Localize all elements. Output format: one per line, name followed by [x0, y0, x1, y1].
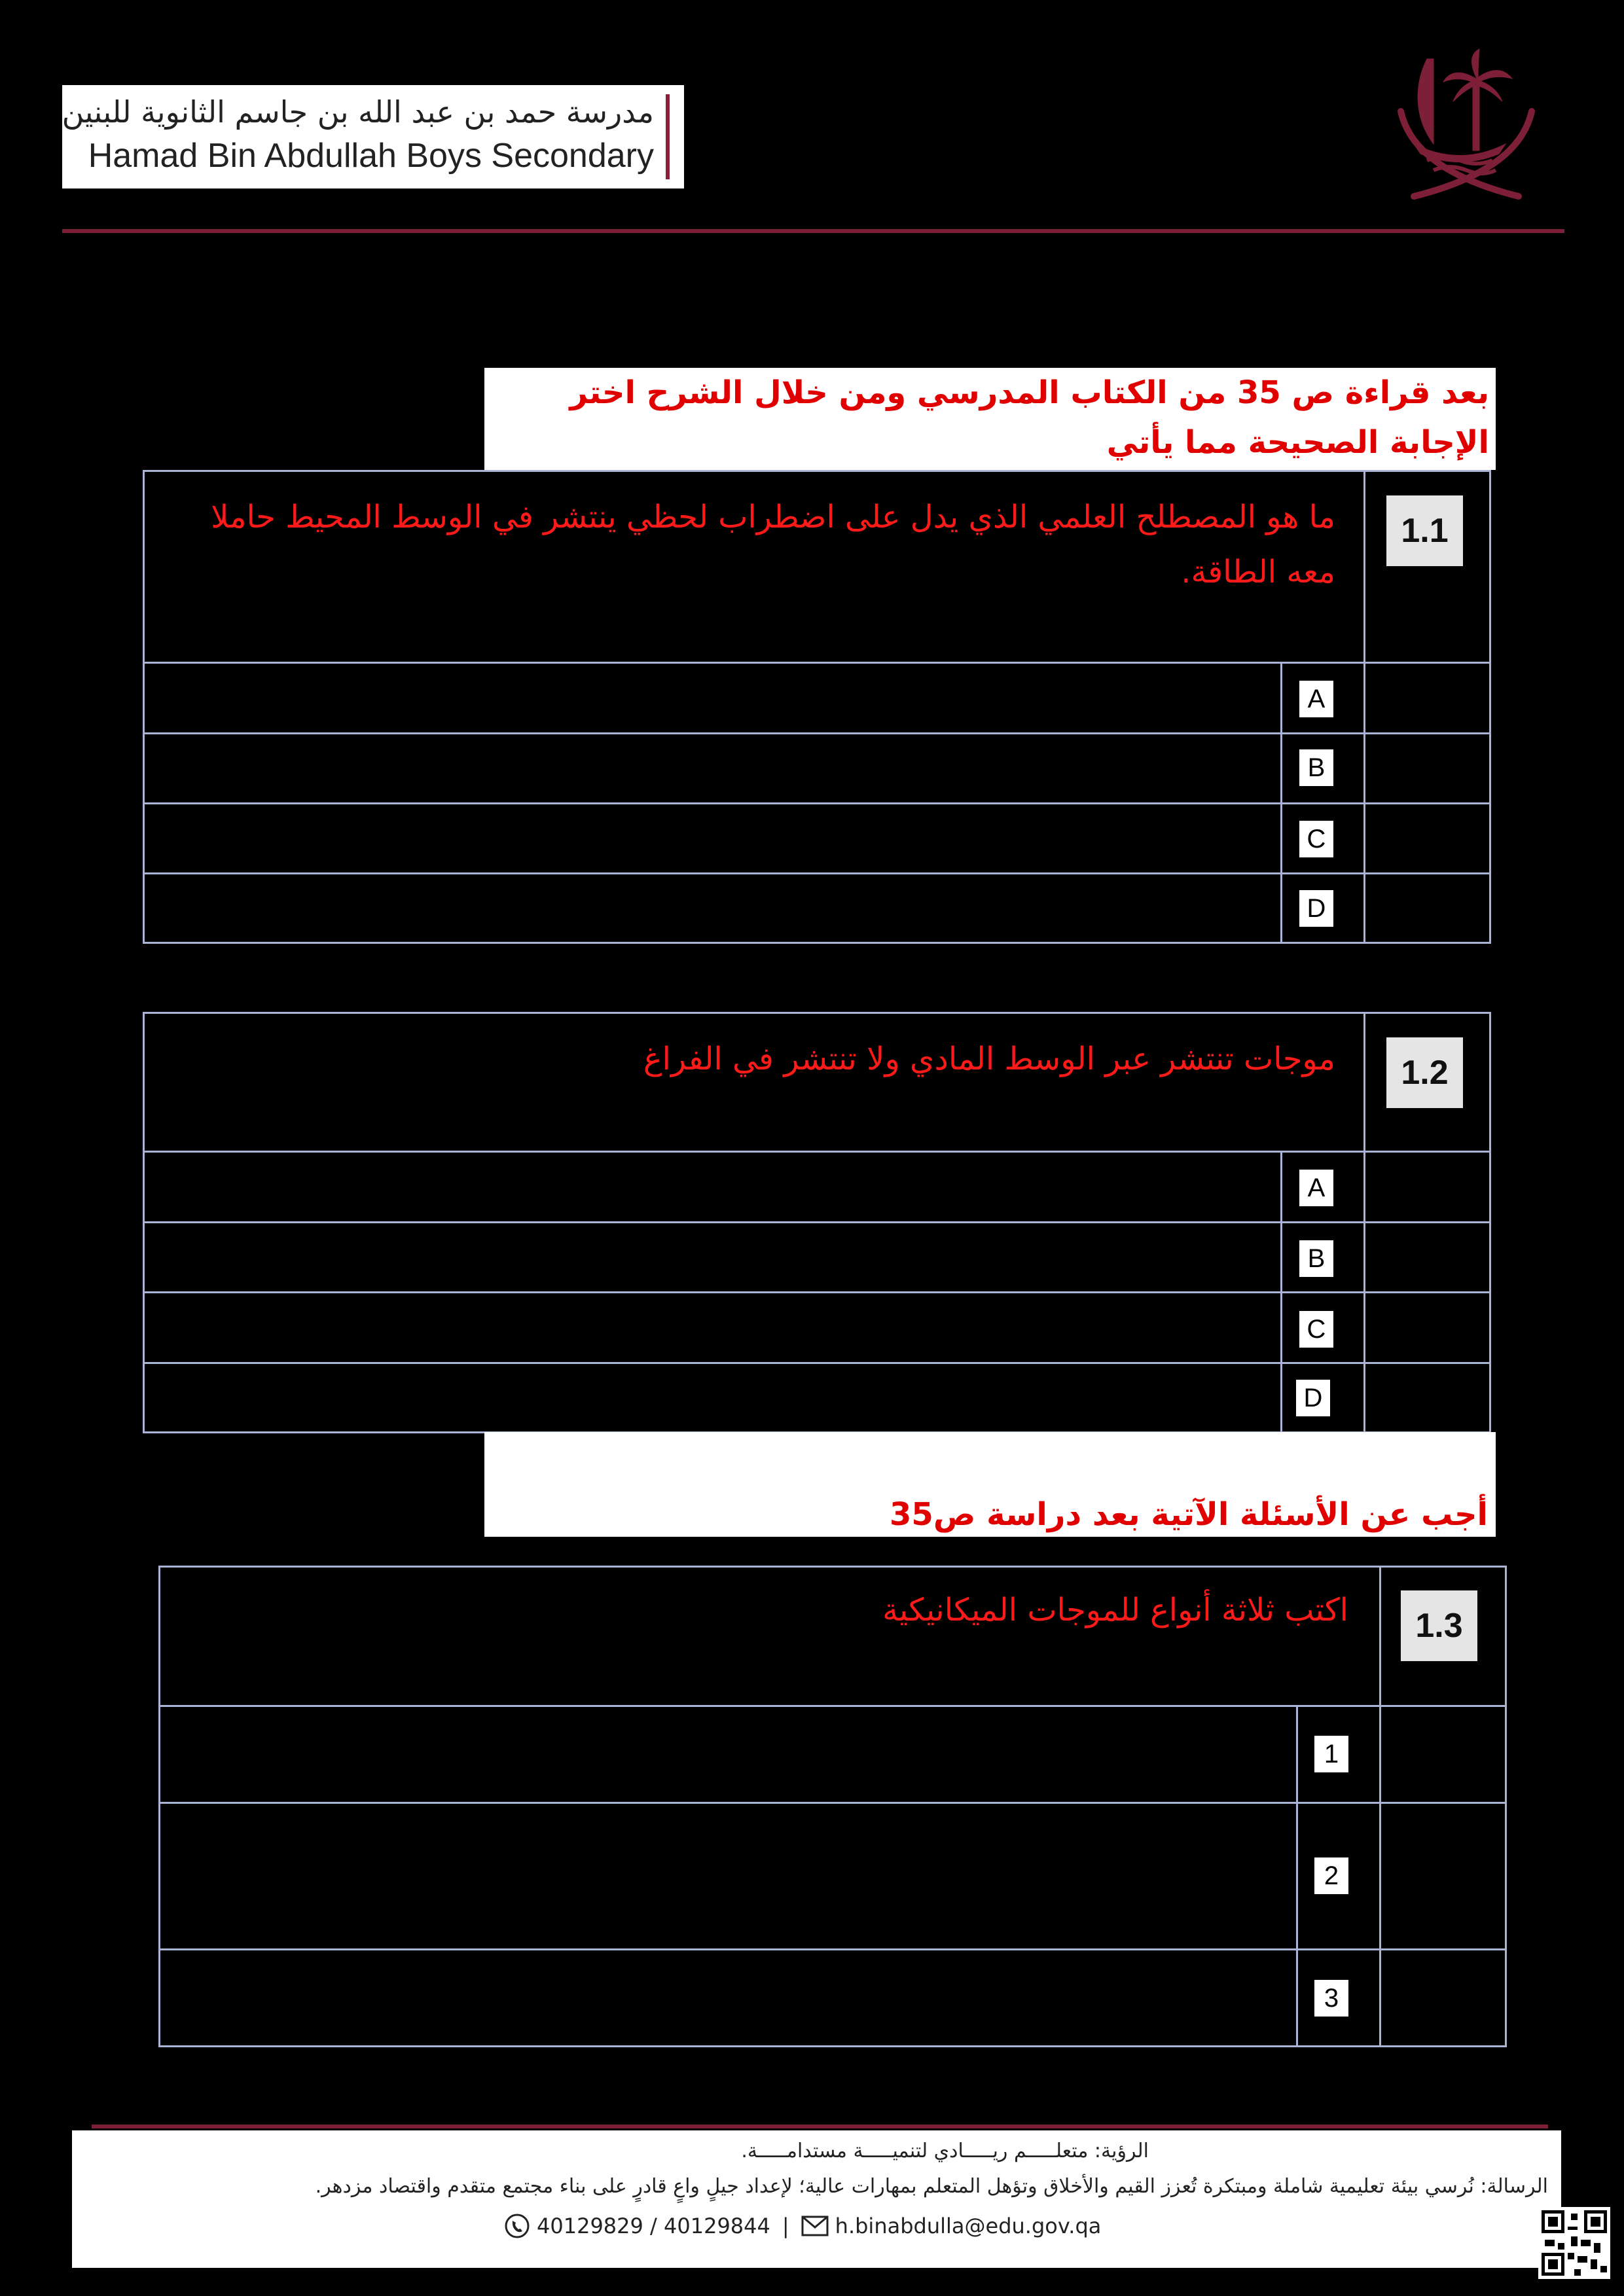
option-d[interactable]: D	[1296, 1380, 1330, 1416]
qr-code-icon	[1538, 2207, 1610, 2279]
answer-item-1[interactable]: 1	[1314, 1736, 1348, 1772]
school-name-english: Hamad Bin Abdullah Boys Secondary	[88, 137, 654, 175]
footer-divider	[92, 2125, 1548, 2128]
question-number-1-2: 1.2	[1386, 1037, 1463, 1108]
question-number-1-1: 1.1	[1386, 495, 1463, 566]
school-name-arabic: مدرسة حمد بن عبد الله بن جاسم الثانوية للبنين	[62, 94, 654, 130]
footer	[72, 2130, 1561, 2268]
option-a[interactable]: A	[1299, 681, 1333, 717]
option-b[interactable]: B	[1299, 749, 1333, 786]
footer-phones: 40129829 / 40129844	[537, 2214, 770, 2238]
footer-mission: الرسالة: نُرسي بيئة تعليمية شاملة ومبتكرة تُعزز القيم والأخلاق وتؤهل المتعلم بمهارات عالية؛ لإعداد جيلٍ واعٍ قادرٍ على بناء مجتمع متقدم واقتصاد مزدهر.	[315, 2175, 1548, 2198]
section-1-instruction: بعد قراءة ص 35 من الكتاب المدرسي ومن خلال الشرح اختر الإجابة الصحيحة مما يأتي	[484, 368, 1496, 470]
footer-vision: الرؤية: متعلـــــم ريـــــادي لتنميـــــة مستدامـــــة.	[741, 2140, 1149, 2162]
header-divider	[62, 229, 1564, 233]
option-a[interactable]: A	[1299, 1170, 1333, 1206]
footer-contact: 40129829 / 40129844 | h.binabdulla@edu.gov.qa	[504, 2213, 1101, 2239]
school-name-box	[62, 85, 684, 188]
answer-item-3[interactable]: 3	[1314, 1980, 1348, 2017]
option-b[interactable]: B	[1299, 1240, 1333, 1277]
question-1-3-text: اكتب ثلاثة أنواع للموجات الميكانيكية	[882, 1592, 1348, 1628]
option-c[interactable]: C	[1299, 821, 1333, 857]
section-2-instruction-text: أجب عن الأسئلة الآتية بعد دراسة ص35	[890, 1496, 1488, 1533]
emblem-icon	[1388, 46, 1545, 203]
mail-icon	[801, 2215, 829, 2236]
question-1-2-text: موجات تنتشر عبر الوسط المادي ولا تنتشر في الفراغ	[643, 1041, 1335, 1077]
option-c[interactable]: C	[1299, 1311, 1333, 1348]
footer-email[interactable]: h.binabdulla@edu.gov.qa	[835, 2214, 1102, 2238]
question-number-1-3: 1.3	[1401, 1590, 1477, 1661]
question-1-1-text: ما هو المصطلح العلمي الذي يدل على اضطراب لحظي ينتشر في الوسط المحيط حاملا معه الطاقة.	[211, 499, 1335, 590]
phone-icon	[504, 2213, 530, 2239]
school-name-accent-bar	[666, 94, 670, 179]
option-d[interactable]: D	[1299, 890, 1333, 927]
section-2-instruction	[484, 1432, 1496, 1537]
answer-item-2[interactable]: 2	[1314, 1857, 1348, 1894]
